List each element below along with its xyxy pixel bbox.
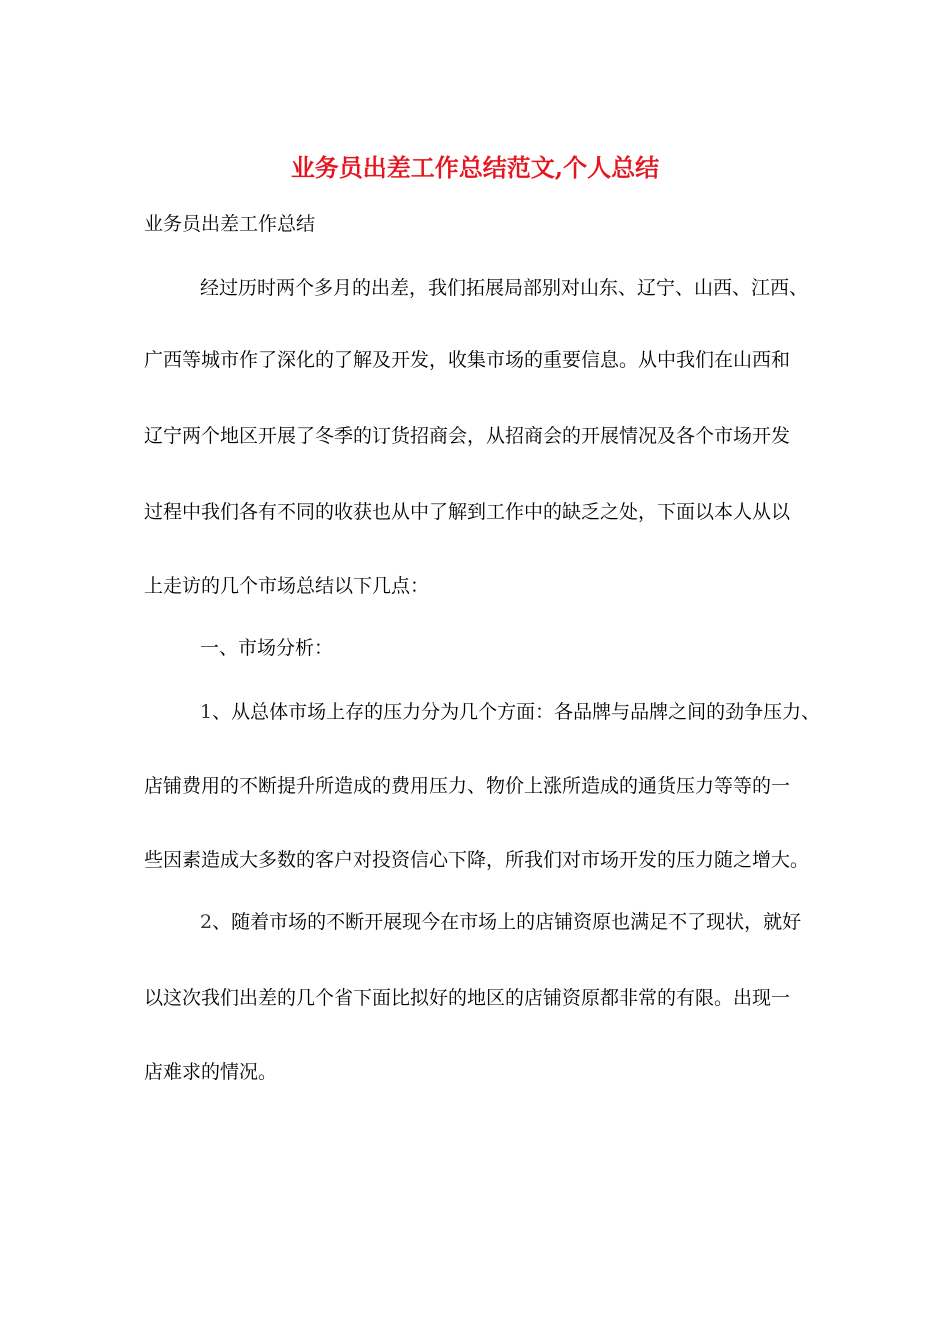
paragraph-line: 些因素造成大多数的客户对投资信心下降，所我们对市场开发的压力随之增大。 [144,849,810,871]
paragraph-line: 店难求的情况。 [144,1061,278,1083]
paragraph-line: 、随着市场的不断开展现今在市场上的店铺资原也满足不了现状，就好 [212,911,802,933]
document-subtitle: 业务员出差工作总结 [144,213,316,235]
document-title: 业务员出差工作总结范文,个人总结 [290,153,660,182]
paragraph-line: 、从总体市场上存的压力分为几个方面：各品牌与品牌之间的劲争压力、 [212,701,821,723]
paragraph-line: 上走访的几个市场总结以下几点： [144,575,430,597]
list-item-1 [200,698,820,726]
section-heading: 一、市场分析： [200,637,334,659]
paragraph-line: 以这次我们出差的几个省下面比拟好的地区的店铺资原都非常的有限。出现一 [144,987,791,1009]
paragraph-line: 广西等城市作了深化的了解及开发，收集市场的重要信息。从中我们在山西和 [144,349,791,371]
item-number: 2 [200,911,213,933]
item-number: 1 [200,701,213,723]
paragraph-line: 过程中我们各有不同的收获也从中了解到工作中的缺乏之处，下面以本人从以 [144,501,791,523]
list-item-2 [200,908,801,936]
paragraph-line: 辽宁两个地区开展了冬季的订货招商会，从招商会的开展情况及各个市场开发 [144,425,791,447]
paragraph-line: 店铺费用的不断提升所造成的费用压力、物价上涨所造成的通货压力等等的一 [144,775,791,797]
paragraph-line: 经过历时两个多月的出差，我们拓展局部别对山东、辽宁、山西、江西、 [200,277,809,299]
